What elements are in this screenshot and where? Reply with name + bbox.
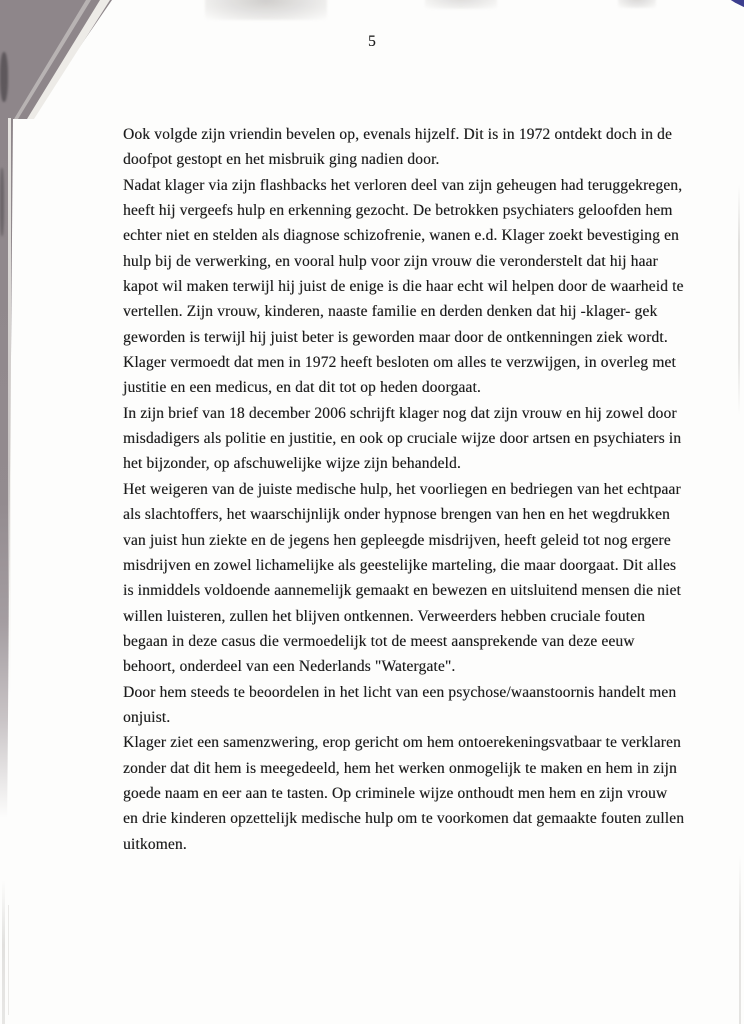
text-line: justitie en een medicus, en dat dit tot op heden doorgaat. <box>123 379 481 397</box>
text-line: Klager vermoedt dat men in 1972 heeft besloten om alles te verzwijgen, in overleg met <box>123 354 676 372</box>
page-number: 5 <box>367 33 377 50</box>
text-line: willen luisteren, zullen het blijven ontkennen. Verweerders hebben cruciale fouten <box>123 607 646 625</box>
text-line: Klager ziet een samenzwering, erop gericht om hem ontoerekeningsvatbaar te verklaren <box>123 734 681 752</box>
text-line: behoort, onderdeel van een Nederlands "Watergate". <box>123 658 456 676</box>
page-edge-highlight-artifact <box>0 0 116 119</box>
text-line: Het weigeren van de juiste medische hulp, het voorliegen en bedriegen van het echtpaar <box>123 480 681 498</box>
scan-line-artifact <box>738 185 740 415</box>
text-line: vertellen. Zijn vrouw, kinderen, naaste familie en derden denken dat hij -klager- gek <box>123 303 658 321</box>
text-line: geworden is terwijl hij juist beter is geworden maar door de ontkenningen ziek wordt. <box>123 328 668 346</box>
text-line: van juist hun ziekte en de jegens hen gepleegde misdrijven, heeft geleid tot nog ergere <box>123 531 671 549</box>
scan-line-artifact <box>2 880 5 1024</box>
text-line: als slachtoffers, het waarschijnlijk onder hypnose brengen van hen en het wegdrukken <box>123 506 670 524</box>
text-line: is inmiddels voldoende aannemelijk gemaakt en bewezen en uitsluitend mensen die niet <box>123 582 681 600</box>
scan-corner-fold-artifact <box>0 0 116 119</box>
text-line: Door hem steeds te beoordelen in het licht van een psychose/waanstoornis handelt men <box>123 683 677 701</box>
text-line: kapot wil maken terwijl hij juist de enige is die haar echt wil helpen door de waarheid te <box>123 278 684 296</box>
text-line: Ook volgde zijn vriendin bevelen op, evenals hijzelf. Dit is in 1972 ontdekt doch in de <box>123 126 672 143</box>
document-body-text <box>123 122 685 857</box>
text-line: onjuist. <box>123 708 171 726</box>
pen-mark-artifact <box>729 0 744 13</box>
scan-line-artifact <box>739 855 741 1024</box>
text-line: misdadigers als politie en justitie, en ook op cruciale wijze door artsen en psychiaters in <box>123 430 682 448</box>
scan-smudge-artifact <box>618 0 656 8</box>
scan-shadow-artifact <box>0 52 8 102</box>
scan-shadow-artifact <box>0 168 4 236</box>
text-line: zonder dat dit hem is meegedeeld, hem het werken onmogelijk te maken en hem in zijn <box>123 759 677 777</box>
text-line: begaan in deze casus die vermoedelijk tot de meest aansprekende van deze eeuw <box>123 632 635 650</box>
scan-smudge-artifact <box>425 0 497 9</box>
text-line: echter niet en stelden als diagnose schizofrenie, wanen e.d. Klager zoekt bevestiging en <box>123 227 679 245</box>
page-edge-highlight-artifact <box>8 118 11 698</box>
text-line: Nadat klager via zijn flashbacks het verloren deel van zijn geheugen had teruggekregen, <box>123 176 683 194</box>
text-line: hulp bij de verwerking, en vooral hulp voor zijn vrouw die veronderstelt dat hij haar <box>123 252 658 270</box>
scanner-edge-strip-artifact <box>0 118 13 818</box>
page-edge-highlight-artifact <box>0 0 116 119</box>
text-line: doofpot gestopt en het misbruik ging nadien door. <box>123 151 440 169</box>
scan-smudge-artifact <box>205 0 327 20</box>
text-line: heeft hij vergeefs hulp en erkenning gezocht. De betrokken psychiaters geloofden hem <box>123 202 673 220</box>
text-line: In zijn brief van 18 december 2006 schrijft klager nog dat zijn vrouw en hij zowel door <box>123 404 677 422</box>
text-line: het bijzonder, op afschuwelijke wijze zijn behandeld. <box>123 455 461 473</box>
text-line: misdrijven en zowel lichamelijke als geestelijke marteling, die maar doorgaat. Dit alles <box>123 556 677 574</box>
scan-line-artifact <box>8 905 9 1015</box>
text-line: uitkomen. <box>123 835 187 853</box>
text-line: goede naam en eer aan te tasten. Op criminele wijze onthoudt men hem en zijn vrouw <box>123 784 668 802</box>
text-line: en drie kinderen opzettelijk medische hulp om te voorkomen dat gemaakte fouten zullen <box>123 810 685 828</box>
